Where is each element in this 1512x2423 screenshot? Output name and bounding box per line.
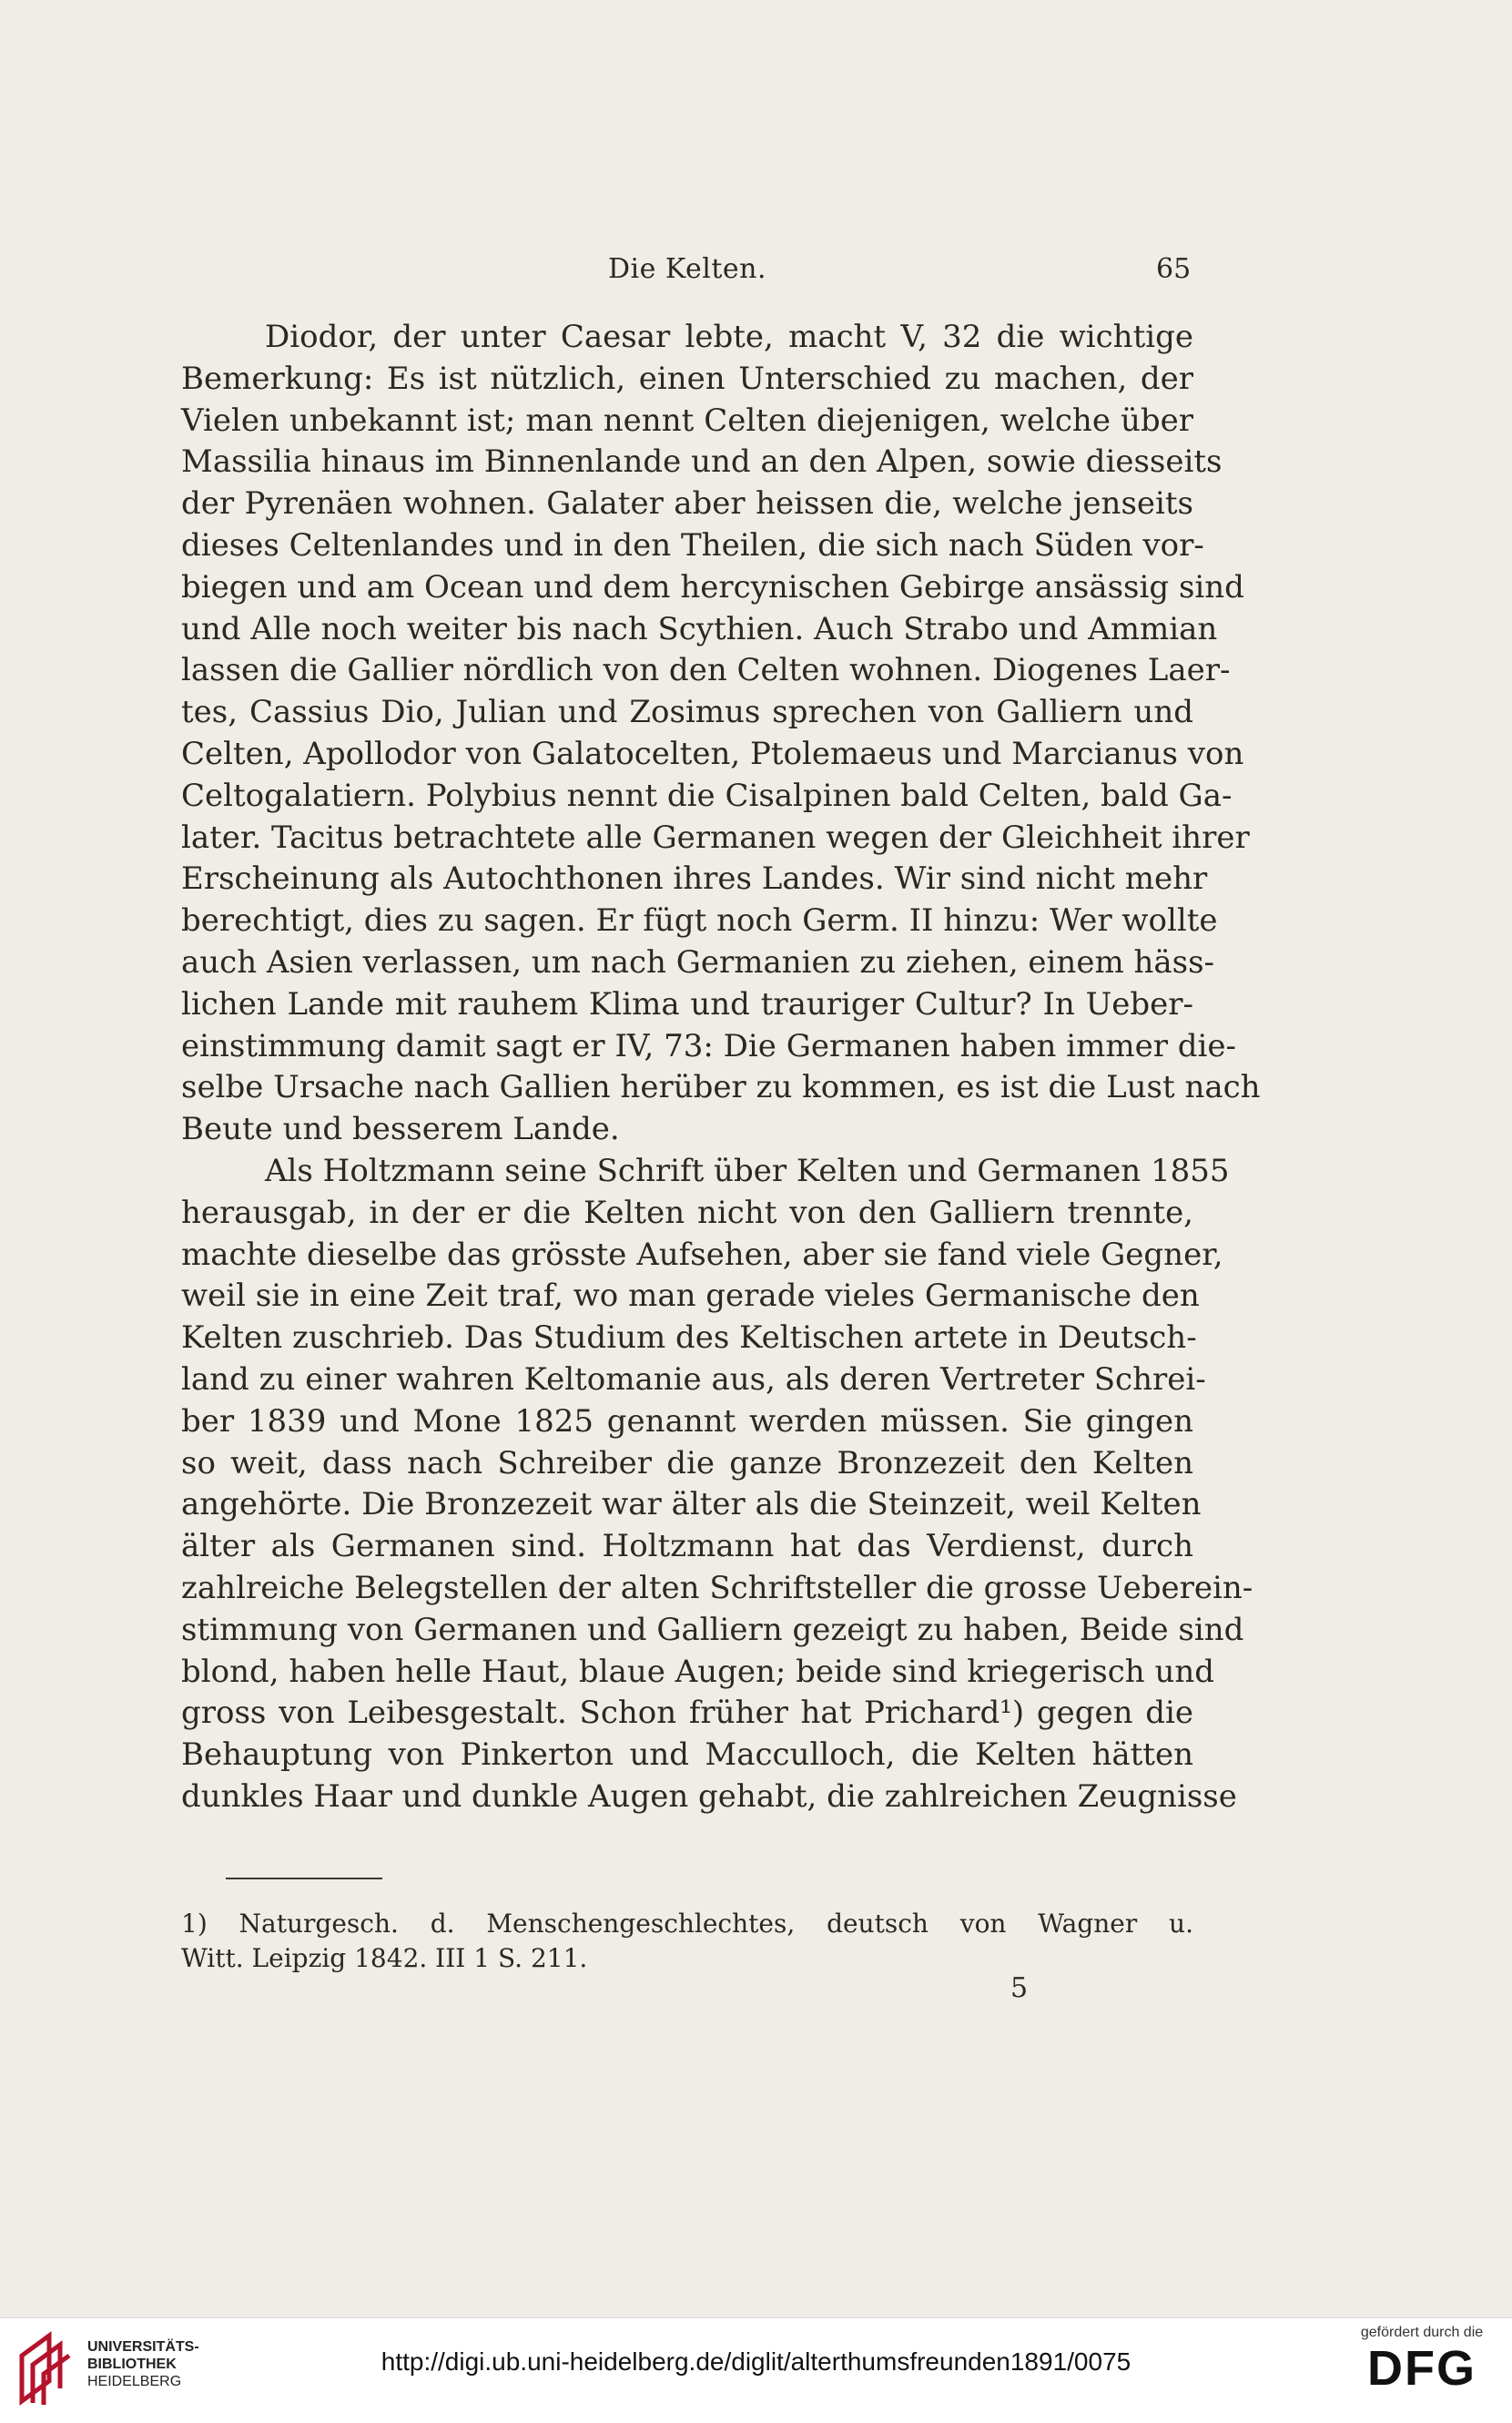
text-line: und Alle noch weiter bis nach Scythien. Auch Strabo und Ammian — [181, 610, 1218, 647]
text-line: tes, Cassius Dio, Julian und Zosimus sprechen von Galliern und — [181, 694, 1193, 731]
footnote-line: Witt. Leipzig 1842. III 1 S. 211. — [181, 1943, 588, 1973]
text-line: auch Asien verlassen, um nach Germanien zu ziehen, einem häss- — [181, 943, 1215, 981]
text-line: Celtogalatiern. Polybius nennt die Cisalpinen bald Celten, bald Ga- — [181, 777, 1233, 814]
permalink-url[interactable]: http://digi.ub.uni-heidelberg.de/diglit/alterthumsfreunden1891/0075 — [381, 2347, 1131, 2376]
footnote — [181, 1907, 1193, 1976]
signature-mark: 5 — [1010, 1972, 1029, 2004]
text-line: weil sie in eine Zeit traf, wo man gerade vieles Germanische den — [181, 1278, 1200, 1315]
text-line: einstimmung damit sagt er IV, 73: Die Germanen haben immer die- — [181, 1027, 1237, 1064]
footnote-rule — [226, 1878, 382, 1879]
text-line: dieses Celtenlandes und in den Theilen, die sich nach Süden vor- — [181, 526, 1204, 564]
text-line: Behauptung von Pinkerton und Macculloch, die Kelten hätten — [181, 1736, 1193, 1774]
text-line: machte dieselbe das grösste Aufsehen, aber sie fand viele Gegner, — [181, 1236, 1223, 1273]
text-line: Vielen unbekannt ist; man nennt Celten diejenigen, welche über — [181, 402, 1193, 439]
text-line: gross von Leibesgestalt. Schon früher hat Prichard¹) gegen die — [181, 1695, 1193, 1732]
text-line: lichen Lande mit rauhem Klima und trauriger Cultur? In Ueber- — [181, 985, 1193, 1023]
running-title: Die Kelten. — [607, 253, 767, 285]
text-line: der Pyrenäen wohnen. Galater aber heissen die, welche jenseits — [181, 485, 1193, 523]
text-line: blond, haben helle Haut, blaue Augen; beide sind kriegerisch und — [181, 1653, 1215, 1690]
text-line: Bemerkung: Es ist nützlich, einen Unterschied zu machen, der — [181, 360, 1193, 397]
text-line: älter als Germanen sind. Holtzmann hat das Verdienst, durch — [181, 1528, 1193, 1565]
text-line: later. Tacitus betrachtete alle Germanen wegen der Gleichheit ihrer — [181, 819, 1250, 856]
dfg-logo: DFG — [1367, 2341, 1476, 2396]
text-line: Celten, Apollodor von Galatocelten, Ptolemaeus und Marcianus von — [181, 735, 1244, 772]
text-line: ber 1839 und Mone 1825 genannt werden müssen. Sie gingen — [181, 1402, 1193, 1440]
text-line: biegen und am Ocean und dem hercynischen Gebirge ansässig sind — [181, 568, 1244, 606]
page-number: 65 — [1156, 253, 1192, 285]
text-line: Kelten zuschrieb. Das Studium des Keltischen artete in Deutsch- — [181, 1319, 1197, 1357]
text-line: zahlreiche Belegstellen der alten Schriftsteller die grosse Ueberein- — [181, 1569, 1253, 1606]
text-line: selbe Ursache nach Gallien herüber zu kommen, es ist die Lust nach — [181, 1069, 1261, 1106]
text-line: berechtigt, dies zu sagen. Er fügt noch Germ. II hinzu: Wer wollte — [181, 902, 1218, 940]
text-line: Massilia hinaus im Binnenlande und an den Alpen, sowie diesseits — [181, 443, 1223, 481]
text-line: Beute und besserem Lande. — [181, 1111, 620, 1148]
sponsor-block[interactable] — [1345, 2325, 1498, 2396]
text-line: dunkles Haar und dunkle Augen gehabt, die zahlreichen Zeugnisse — [181, 1777, 1237, 1815]
text-line: land zu einer wahren Keltomanie aus, als deren Vertreter Schrei- — [181, 1360, 1206, 1398]
sponsor-text: gefördert durch die — [1360, 2325, 1484, 2340]
text-line: Erscheinung als Autochthonen ihres Landes. Wir sind nicht mehr — [181, 860, 1208, 898]
text-line: Als Holtzmann seine Schrift über Kelten und Germanen 1855 — [265, 1152, 1230, 1189]
text-line: Diodor, der unter Caesar lebte, macht V, 32 die wichtige — [265, 319, 1193, 355]
text-line: angehörte. Die Bronzezeit war älter als die Steinzeit, weil Kelten — [181, 1486, 1202, 1523]
body-text — [181, 317, 1261, 1818]
footnote-line: 1) Naturgesch. d. Menschengeschlechtes, deutsch von Wagner u. — [181, 1909, 1193, 1939]
text-line: herausgab, in der er die Kelten nicht von den Galliern trennte, — [181, 1194, 1193, 1231]
text-line: so weit, dass nach Schreiber die ganze Bronzezeit den Kelten — [181, 1444, 1193, 1481]
library-name: UNIVERSITÄTS- BIBLIOTHEK HEIDELBERG — [87, 2339, 199, 2389]
text-line: lassen die Gallier nördlich von den Celten wohnen. Diogenes Laer- — [181, 652, 1231, 689]
text-line: stimmung von Germanen und Galliern gezeigt zu haben, Beide sind — [181, 1611, 1244, 1648]
